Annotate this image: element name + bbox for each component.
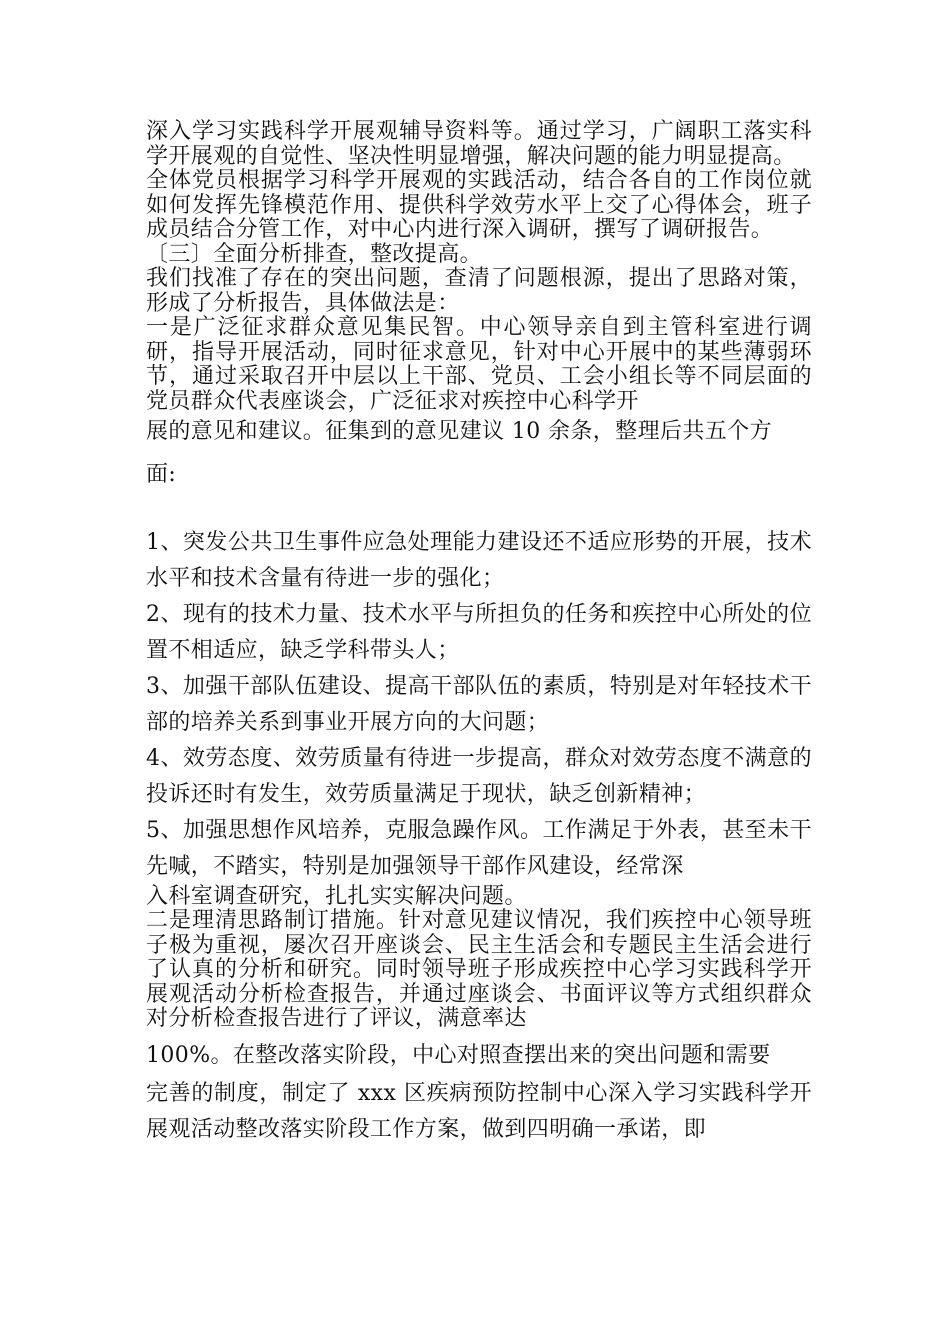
list-item-5-end: 入科室调查研究，扎扎实实解决问题。 bbox=[146, 883, 527, 909]
paragraph-rectification-plan: 完善的制度，制定了 xxx 区疾病预防控制中心深入学习实践科学开展观活动整改落实阶段工作方案，做到四明确一承诺，即 bbox=[146, 1081, 812, 1142]
list-item-3: 3、加强干部队伍建设、提高干部队伍的素质，特别是对年轻技术干部的培养关系到事业开展方向的大问题； bbox=[146, 673, 812, 735]
list-item-5: 5、加强思想作风培养，克服急躁作风。工作满足于外表，甚至未干先喊，不踏实，特别是加强领导干部作风建设，经常深 bbox=[146, 817, 812, 879]
paragraph-problem-analysis: 我们找准了存在的突出问题，查清了问题根源，提出了思路对策，形成了分析报告，具体做法是： bbox=[146, 266, 812, 316]
list-item-1: 1、突发公共卫生事件应急处理能力建设还不适应形势的开展，技术水平和技术含量有待进一步的强化； bbox=[146, 529, 812, 591]
paragraph-point-one: 一是广泛征求群众意见集民智。中心领导亲自到主管科室进行调研，指导开展活动，同时征求意见，针对中心开展中的某些薄弱环节，通过采取召开中层以上干部、党员、工会小组长等不同层面的党员群众代表座谈会，广泛征求对疾控中心科学开 bbox=[146, 315, 812, 414]
document-body bbox=[146, 120, 812, 1148]
paragraph-point-two-continued: 100%。在整改落实阶段，中心对照查摆出来的突出问题和需要 bbox=[146, 1042, 771, 1068]
paragraph-point-one-end: 面: bbox=[146, 461, 177, 487]
list-item-4: 4、效劳态度、效劳质量有待进一步提高，群众对效劳态度不满意的投诉还时有发生，效劳质量满足于现状，缺乏创新精神； bbox=[146, 745, 812, 807]
paragraph-point-two: 二是理清思路制订措施。针对意见建议情况，我们疾控中心领导班子极为重视，屡次召开座谈会、民主生活会和专题民主生活会进行了认真的分析和研究。同时领导班子形成疾控中心学习实践科学开展观活动分析检查报告，并通过座谈会、书面评议等方式组织群众对分析检查报告进行了评议，满意率达 bbox=[146, 908, 812, 1031]
list-item-2: 2、现有的技术力量、技术水平与所担负的任务和疾控中心所处的位置不相适应，缺乏学科带头人； bbox=[146, 601, 812, 663]
paragraph-point-one-continued: 展的意见和建议。征集到的意见建议 10 余条，整理后共五个方 bbox=[146, 419, 772, 444]
paragraph-study-results: 深入学习实践科学开展观辅导资料等。通过学习，广阔职工落实科学开展观的自觉性、坚决性明显增强，解决问题的能力明显提高。 bbox=[146, 119, 812, 169]
section-heading-three: 〔三〕全面分析排查，整改提高。 bbox=[146, 241, 483, 267]
paragraph-party-members: 全体党员根据学习科学开展观的实践活动，结合各自的工作岗位就如何发挥先锋模范作用、提供科学效劳水平上交了心得体会，班子成员结合分管工作，对中心内进行深入调研，撰写了调研报告。 bbox=[146, 168, 812, 242]
